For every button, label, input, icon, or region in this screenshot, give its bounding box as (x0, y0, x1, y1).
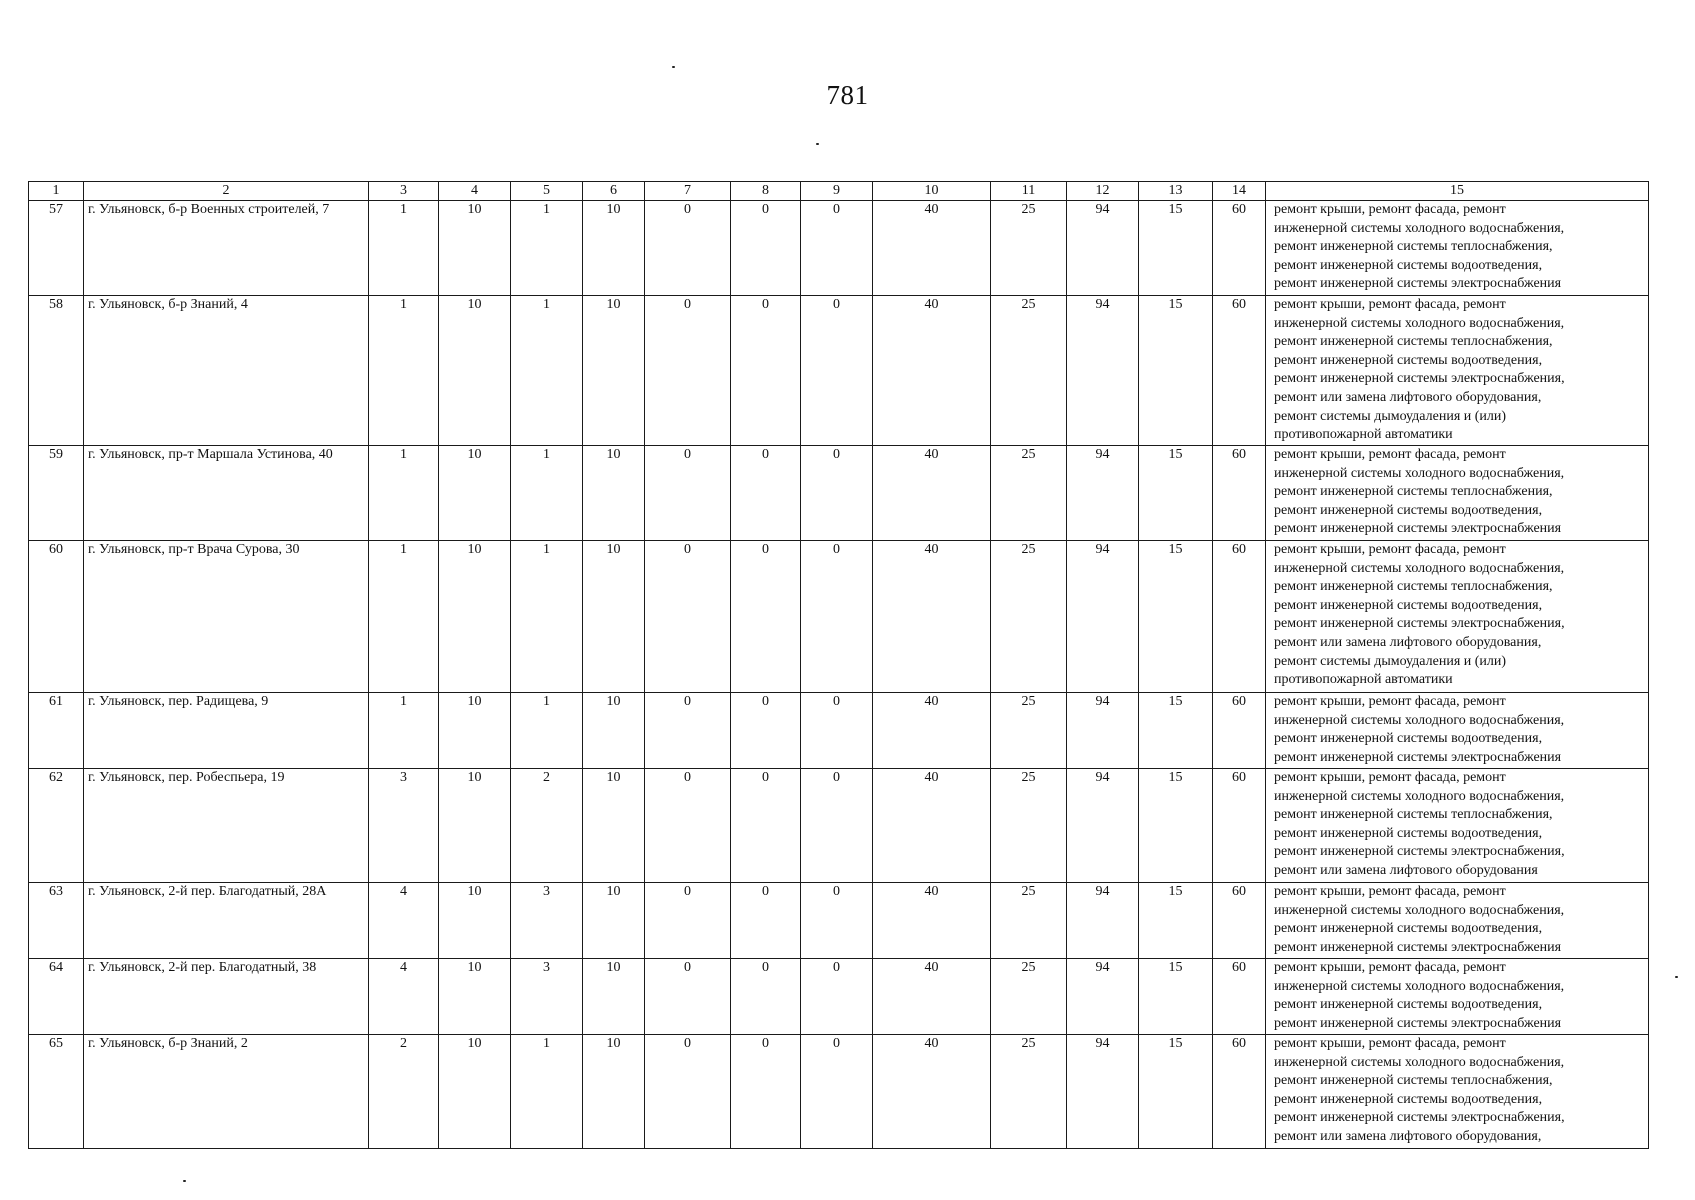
value-cell-c11: 25 (991, 883, 1067, 959)
value-cell-c13: 15 (1139, 1035, 1213, 1149)
value-cell-c12: 94 (1067, 693, 1139, 769)
table-row (29, 883, 1649, 959)
column-number-cell: 11 (991, 182, 1067, 201)
repair-works-cell: ремонт крыши, ремонт фасада, ремонт инженерной системы холодного водоснабжения, ремонт инженерной системы водоотведения, ремонт инженерной системы электроснабжения (1266, 883, 1649, 959)
value-cell-c13: 15 (1139, 693, 1213, 769)
column-number-cell: 8 (731, 182, 801, 201)
value-cell-c9: 0 (801, 1035, 873, 1149)
value-cell-c4: 10 (439, 693, 511, 769)
value-cell-c11: 25 (991, 1035, 1067, 1149)
value-cell-c11: 25 (991, 693, 1067, 769)
value-cell-c14: 60 (1213, 1035, 1266, 1149)
value-cell-c10: 40 (873, 883, 991, 959)
value-cell-c13: 15 (1139, 201, 1213, 296)
value-cell-c10: 40 (873, 693, 991, 769)
value-cell-c10: 40 (873, 446, 991, 541)
address-cell: г. Ульяновск, пр-т Маршала Устинова, 40 (84, 446, 369, 541)
row-number-cell: 57 (29, 201, 84, 296)
value-cell-c6: 10 (583, 201, 645, 296)
row-number-cell: 64 (29, 959, 84, 1035)
value-cell-c8: 0 (731, 1035, 801, 1149)
value-cell-c13: 15 (1139, 446, 1213, 541)
address-cell: г. Ульяновск, 2-й пер. Благодатный, 28А (84, 883, 369, 959)
value-cell-c14: 60 (1213, 959, 1266, 1035)
value-cell-c11: 25 (991, 541, 1067, 693)
value-cell-c7: 0 (645, 296, 731, 446)
value-cell-c3: 2 (369, 1035, 439, 1149)
column-number-cell: 1 (29, 182, 84, 201)
value-cell-c9: 0 (801, 446, 873, 541)
address-cell: г. Ульяновск, пер. Радищева, 9 (84, 693, 369, 769)
value-cell-c9: 0 (801, 693, 873, 769)
repair-works-cell: ремонт крыши, ремонт фасада, ремонт инженерной системы холодного водоснабжения, ремонт инженерной системы теплоснабжения, ремонт инженерной системы водоотведения, ремонт инженерной системы электроснабжения (1266, 201, 1649, 296)
column-number-cell: 7 (645, 182, 731, 201)
column-number-cell: 13 (1139, 182, 1213, 201)
value-cell-c7: 0 (645, 769, 731, 883)
value-cell-c3: 3 (369, 769, 439, 883)
value-cell-c5: 1 (511, 296, 583, 446)
value-cell-c6: 10 (583, 296, 645, 446)
row-number-cell: 63 (29, 883, 84, 959)
scan-speck (183, 1180, 186, 1182)
value-cell-c14: 60 (1213, 769, 1266, 883)
repair-works-cell: ремонт крыши, ремонт фасада, ремонт инженерной системы холодного водоснабжения, ремонт инженерной системы водоотведения, ремонт инженерной системы электроснабжения (1266, 959, 1649, 1035)
repair-works-cell: ремонт крыши, ремонт фасада, ремонт инженерной системы холодного водоснабжения, ремонт инженерной системы теплоснабжения, ремонт инженерной системы водоотведения, ремонт инженерной системы электроснабжения, ремонт или замена лифтового оборудования, (1266, 1035, 1649, 1149)
value-cell-c4: 10 (439, 1035, 511, 1149)
value-cell-c7: 0 (645, 541, 731, 693)
value-cell-c9: 0 (801, 296, 873, 446)
value-cell-c14: 60 (1213, 541, 1266, 693)
value-cell-c6: 10 (583, 769, 645, 883)
value-cell-c14: 60 (1213, 693, 1266, 769)
column-number-cell: 10 (873, 182, 991, 201)
repair-works-cell: ремонт крыши, ремонт фасада, ремонт инженерной системы холодного водоснабжения, ремонт инженерной системы теплоснабжения, ремонт инженерной системы водоотведения, ремонт инженерной системы электроснабжения (1266, 446, 1649, 541)
value-cell-c10: 40 (873, 769, 991, 883)
scan-speck (1675, 976, 1678, 978)
page-number: 781 (826, 80, 869, 110)
value-cell-c5: 3 (511, 959, 583, 1035)
value-cell-c8: 0 (731, 693, 801, 769)
value-cell-c6: 10 (583, 1035, 645, 1149)
value-cell-c13: 15 (1139, 883, 1213, 959)
value-cell-c3: 1 (369, 296, 439, 446)
table-row (29, 541, 1649, 693)
value-cell-c7: 0 (645, 446, 731, 541)
row-number-cell: 60 (29, 541, 84, 693)
value-cell-c4: 10 (439, 959, 511, 1035)
value-cell-c5: 1 (511, 201, 583, 296)
value-cell-c4: 10 (439, 883, 511, 959)
value-cell-c8: 0 (731, 296, 801, 446)
value-cell-c10: 40 (873, 1035, 991, 1149)
column-number-cell: 2 (84, 182, 369, 201)
repair-works-cell: ремонт крыши, ремонт фасада, ремонт инженерной системы холодного водоснабжения, ремонт инженерной системы водоотведения, ремонт инженерной системы электроснабжения (1266, 693, 1649, 769)
table-row (29, 446, 1649, 541)
value-cell-c10: 40 (873, 296, 991, 446)
value-cell-c4: 10 (439, 446, 511, 541)
value-cell-c4: 10 (439, 541, 511, 693)
value-cell-c11: 25 (991, 201, 1067, 296)
value-cell-c13: 15 (1139, 769, 1213, 883)
table-row (29, 959, 1649, 1035)
column-number-cell: 6 (583, 182, 645, 201)
value-cell-c12: 94 (1067, 959, 1139, 1035)
table-row (29, 769, 1649, 883)
value-cell-c6: 10 (583, 446, 645, 541)
value-cell-c14: 60 (1213, 201, 1266, 296)
scan-speck (672, 66, 675, 68)
value-cell-c9: 0 (801, 541, 873, 693)
value-cell-c3: 4 (369, 959, 439, 1035)
value-cell-c11: 25 (991, 769, 1067, 883)
value-cell-c5: 3 (511, 883, 583, 959)
repair-works-cell: ремонт крыши, ремонт фасада, ремонт инженерной системы холодного водоснабжения, ремонт инженерной системы теплоснабжения, ремонт инженерной системы водоотведения, ремонт инженерной системы электроснабжения, ремонт или замена лифтового оборудования (1266, 769, 1649, 883)
row-number-cell: 58 (29, 296, 84, 446)
address-cell: г. Ульяновск, б-р Военных строителей, 7 (84, 201, 369, 296)
value-cell-c11: 25 (991, 296, 1067, 446)
value-cell-c4: 10 (439, 201, 511, 296)
repair-works-cell: ремонт крыши, ремонт фасада, ремонт инженерной системы холодного водоснабжения, ремонт инженерной системы теплоснабжения, ремонт инженерной системы водоотведения, ремонт инженерной системы электроснабжения, ремонт или замена лифтового оборудования, ремонт системы дымоудаления и (или) противопожарной автоматики (1266, 296, 1649, 446)
value-cell-c14: 60 (1213, 883, 1266, 959)
value-cell-c3: 1 (369, 446, 439, 541)
value-cell-c6: 10 (583, 959, 645, 1035)
value-cell-c11: 25 (991, 446, 1067, 541)
row-number-cell: 59 (29, 446, 84, 541)
value-cell-c12: 94 (1067, 883, 1139, 959)
value-cell-c12: 94 (1067, 541, 1139, 693)
address-cell: г. Ульяновск, 2-й пер. Благодатный, 38 (84, 959, 369, 1035)
column-number-cell: 14 (1213, 182, 1266, 201)
row-number-cell: 61 (29, 693, 84, 769)
row-number-cell: 62 (29, 769, 84, 883)
value-cell-c6: 10 (583, 883, 645, 959)
value-cell-c12: 94 (1067, 769, 1139, 883)
value-cell-c7: 0 (645, 1035, 731, 1149)
address-cell: г. Ульяновск, б-р Знаний, 2 (84, 1035, 369, 1149)
column-number-cell: 3 (369, 182, 439, 201)
value-cell-c14: 60 (1213, 296, 1266, 446)
value-cell-c3: 1 (369, 541, 439, 693)
value-cell-c3: 1 (369, 201, 439, 296)
value-cell-c8: 0 (731, 883, 801, 959)
value-cell-c10: 40 (873, 201, 991, 296)
value-cell-c12: 94 (1067, 296, 1139, 446)
value-cell-c13: 15 (1139, 296, 1213, 446)
value-cell-c6: 10 (583, 693, 645, 769)
value-cell-c3: 4 (369, 883, 439, 959)
value-cell-c9: 0 (801, 769, 873, 883)
value-cell-c12: 94 (1067, 446, 1139, 541)
column-number-row (29, 182, 1649, 201)
value-cell-c7: 0 (645, 959, 731, 1035)
value-cell-c14: 60 (1213, 446, 1266, 541)
value-cell-c8: 0 (731, 446, 801, 541)
value-cell-c4: 10 (439, 296, 511, 446)
value-cell-c8: 0 (731, 201, 801, 296)
value-cell-c5: 1 (511, 1035, 583, 1149)
column-number-cell: 9 (801, 182, 873, 201)
address-cell: г. Ульяновск, пер. Робеспьера, 19 (84, 769, 369, 883)
address-cell: г. Ульяновск, пр-т Врача Сурова, 30 (84, 541, 369, 693)
table-body (29, 182, 1649, 1149)
value-cell-c7: 0 (645, 883, 731, 959)
value-cell-c12: 94 (1067, 1035, 1139, 1149)
value-cell-c10: 40 (873, 959, 991, 1035)
address-cell: г. Ульяновск, б-р Знаний, 4 (84, 296, 369, 446)
value-cell-c11: 25 (991, 959, 1067, 1035)
value-cell-c7: 0 (645, 201, 731, 296)
value-cell-c13: 15 (1139, 541, 1213, 693)
value-cell-c4: 10 (439, 769, 511, 883)
value-cell-c6: 10 (583, 541, 645, 693)
value-cell-c13: 15 (1139, 959, 1213, 1035)
column-number-cell: 5 (511, 182, 583, 201)
table-row (29, 1035, 1649, 1149)
value-cell-c5: 1 (511, 541, 583, 693)
column-number-cell: 4 (439, 182, 511, 201)
value-cell-c8: 0 (731, 541, 801, 693)
value-cell-c7: 0 (645, 693, 731, 769)
column-number-cell: 12 (1067, 182, 1139, 201)
value-cell-c5: 1 (511, 446, 583, 541)
value-cell-c12: 94 (1067, 201, 1139, 296)
scan-speck (816, 143, 819, 145)
repair-register-table (28, 181, 1649, 1149)
row-number-cell: 65 (29, 1035, 84, 1149)
value-cell-c9: 0 (801, 201, 873, 296)
value-cell-c8: 0 (731, 769, 801, 883)
value-cell-c3: 1 (369, 693, 439, 769)
table-row (29, 201, 1649, 296)
value-cell-c5: 1 (511, 693, 583, 769)
table-row (29, 693, 1649, 769)
value-cell-c9: 0 (801, 883, 873, 959)
column-number-cell: 15 (1266, 182, 1649, 201)
value-cell-c10: 40 (873, 541, 991, 693)
table-row (29, 296, 1649, 446)
value-cell-c8: 0 (731, 959, 801, 1035)
value-cell-c5: 2 (511, 769, 583, 883)
repair-works-cell: ремонт крыши, ремонт фасада, ремонт инженерной системы холодного водоснабжения, ремонт инженерной системы теплоснабжения, ремонт инженерной системы водоотведения, ремонт инженерной системы электроснабжения, ремонт или замена лифтового оборудования, ремонт системы дымоудаления и (или) противопожарной автоматики (1266, 541, 1649, 693)
value-cell-c9: 0 (801, 959, 873, 1035)
